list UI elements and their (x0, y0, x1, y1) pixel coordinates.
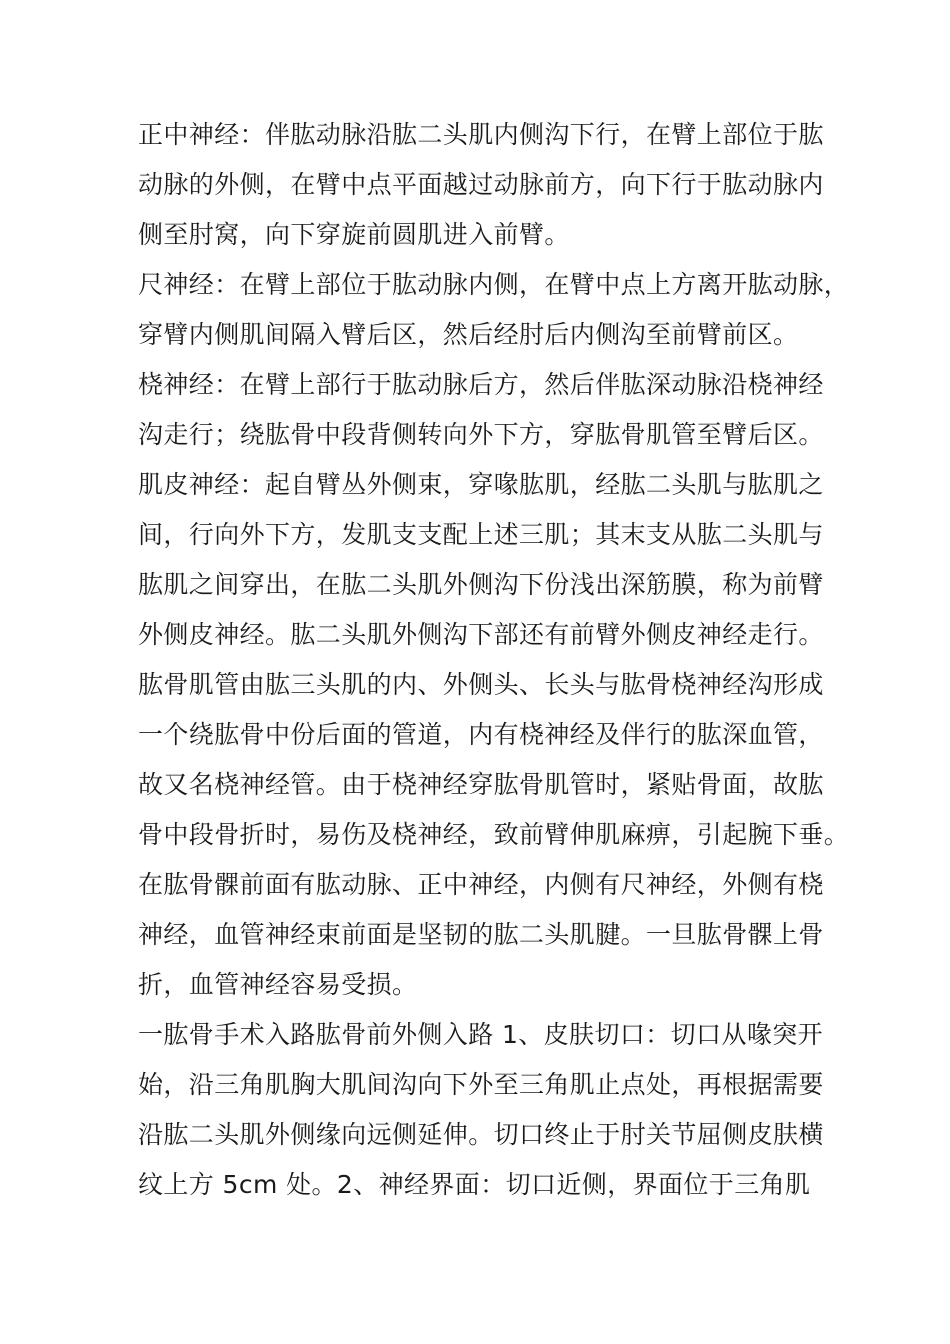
text-line: 故又名桡神经管。由于桡神经穿肱骨肌管时，紧贴骨面，故肱 (138, 770, 824, 799)
text-line: 在肱骨髁前面有肱动脉、正中神经，内侧有尺神经，外侧有桡 (138, 870, 824, 899)
text-line: 一肱骨手术入路肱骨前外侧入路 1、皮肤切口：切口从喙突开 (138, 1020, 824, 1049)
text-line: 始，沿三角肌胸大肌间沟向下外至三角肌止点处，再根据需要 (138, 1070, 824, 1099)
text-line: 外侧皮神经。肱二头肌外侧沟下部还有前臂外侧皮神经走行。 (138, 620, 824, 649)
text-line: 一个绕肱骨中份后面的管道，内有桡神经及伴行的肱深血管， (138, 720, 824, 749)
text-line: 纹上方 5cm 处。2、神经界面：切口近侧，界面位于三角肌 (138, 1170, 811, 1199)
text-line: 沿肱二头肌外侧缘向远侧延伸。切口终止于肘关节屈侧皮肤横 (138, 1120, 824, 1149)
text-line: 肱肌之间穿出，在肱二头肌外侧沟下份浅出深筋膜，称为前臂 (138, 570, 824, 599)
text-line: 肌皮神经：起自臂丛外侧束，穿喙肱肌，经肱二头肌与肱肌之 (138, 470, 824, 499)
text-line: 骨中段骨折时，易伤及桡神经，致前臂伸肌麻痹，引起腕下垂。 (138, 820, 850, 849)
text-line: 神经，血管神经束前面是坚韧的肱二头肌腱。一旦肱骨髁上骨 (138, 920, 824, 949)
text-line: 桡神经：在臂上部行于肱动脉后方，然后伴肱深动脉沿桡神经 (138, 370, 824, 399)
text-line: 正中神经：伴肱动脉沿肱二头肌内侧沟下行，在臂上部位于肱 (138, 120, 824, 149)
text-line: 尺神经：在臂上部位于肱动脉内侧，在臂中点上方离开肱动脉， (138, 270, 850, 299)
text-line: 穿臂内侧肌间隔入臂后区，然后经肘后内侧沟至前臂前区。 (138, 320, 799, 349)
text-line: 侧至肘窝，向下穿旋前圆肌进入前臂。 (138, 220, 570, 249)
text-line: 肱骨肌管由肱三头肌的内、外侧头、长头与肱骨桡神经沟形成 (138, 670, 824, 699)
text-line: 沟走行；绕肱骨中段背侧转向外下方，穿肱骨肌管至臂后区。 (138, 420, 824, 449)
text-line: 间，行向外下方，发肌支支配上述三肌；其末支从肱二头肌与 (138, 520, 824, 549)
text-line: 动脉的外侧，在臂中点平面越过动脉前方，向下行于肱动脉内 (138, 170, 824, 199)
text-line: 折，血管神经容易受损。 (138, 970, 418, 999)
